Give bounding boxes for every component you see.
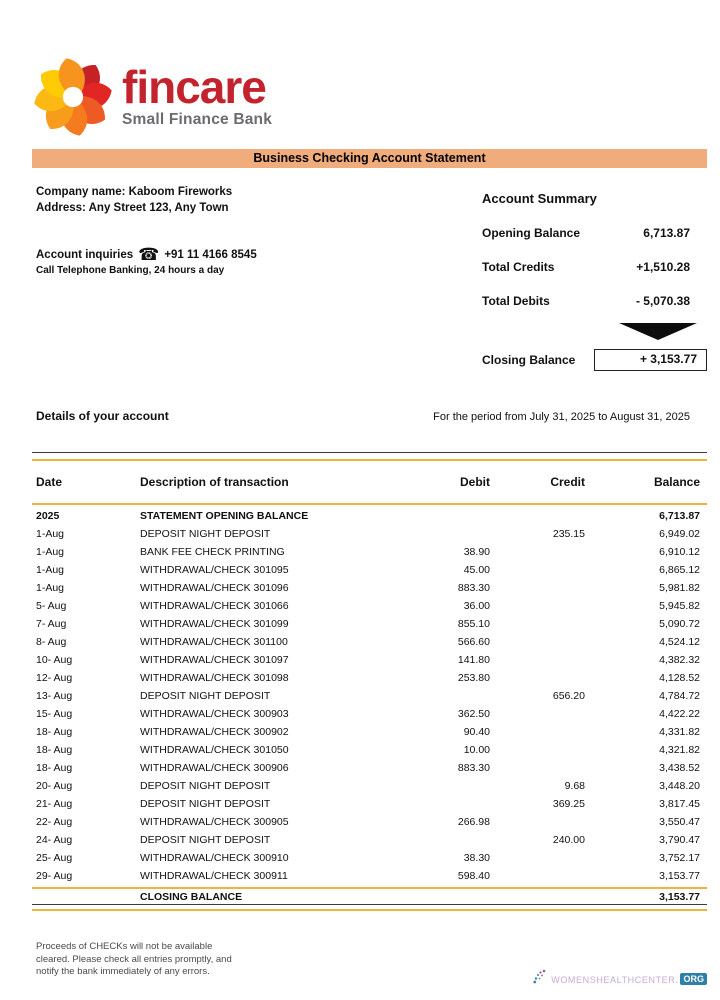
- transaction-row: [32, 705, 707, 723]
- telephone-banking-note: Call Telephone Banking, 24 hours a day: [36, 265, 225, 276]
- cell-date: 5- Aug: [36, 600, 67, 612]
- brand-name: fincare: [122, 61, 266, 113]
- cell-balance: 6,713.87: [659, 510, 700, 522]
- brand-tagline: Small Finance Bank: [122, 111, 273, 128]
- cell-balance: 4,784.72: [659, 690, 700, 702]
- cell-description: WITHDRAWAL/CHECK 301050: [140, 744, 289, 756]
- cell-credit: 235.15: [552, 528, 585, 540]
- header-date: Date: [36, 475, 63, 489]
- account-summary: [482, 191, 707, 371]
- cell-debit: 10.00: [463, 744, 490, 756]
- watermark-org-badge: ORG: [680, 973, 707, 985]
- opening-balance-row: [482, 226, 707, 240]
- transactions-body: [32, 505, 707, 887]
- transaction-row: [32, 867, 707, 885]
- cell-description: DEPOSIT NIGHT DEPOSIT: [140, 528, 271, 540]
- transaction-row: [32, 525, 707, 543]
- transaction-row: [32, 543, 707, 561]
- cell-date: 29- Aug: [36, 870, 73, 882]
- cell-balance: 3,550.47: [659, 816, 700, 828]
- cell-balance: 4,128.52: [659, 672, 700, 684]
- cell-debit: 266.98: [457, 816, 490, 828]
- closing-row-balance: 3,153.77: [659, 890, 700, 903]
- cell-date: 18- Aug: [36, 762, 73, 774]
- transaction-row: [32, 759, 707, 777]
- cell-description: DEPOSIT NIGHT DEPOSIT: [140, 834, 271, 846]
- cell-description: WITHDRAWAL/CHECK 300902: [140, 726, 289, 738]
- cell-date: 22- Aug: [36, 816, 73, 828]
- cell-date: 13- Aug: [36, 690, 73, 702]
- decrease-arrow-icon: [619, 323, 697, 340]
- transaction-row: [32, 507, 707, 525]
- cell-credit: 369.25: [552, 798, 585, 810]
- total-credits-label: Total Credits: [482, 260, 555, 274]
- footer-line-1: Proceeds of CHECKs will not be available: [36, 941, 213, 952]
- cell-description: WITHDRAWAL/CHECK 300905: [140, 816, 289, 828]
- fincare-logo-mark-icon: [34, 58, 112, 136]
- account-inquiries-label: Account inquiries: [36, 249, 134, 261]
- cell-debit: 598.40: [457, 870, 490, 882]
- footer-disclaimer: [36, 941, 232, 979]
- cell-description: WITHDRAWAL/CHECK 301095: [140, 564, 289, 576]
- statement-period: For the period from July 31, 2025 to August 31, 2025: [433, 411, 690, 423]
- transaction-row: [32, 777, 707, 795]
- fincare-logo: [34, 58, 272, 136]
- footer-line-3: notify the bank immediately of any errors.: [36, 966, 210, 977]
- table-header-row: [32, 461, 707, 503]
- cell-balance: 3,790.47: [659, 834, 700, 846]
- details-title: Details of your account: [36, 409, 169, 423]
- cell-balance: 3,153.77: [659, 870, 700, 882]
- cell-description: WITHDRAWAL/CHECK 300903: [140, 708, 289, 720]
- cell-debit: 38.30: [463, 852, 490, 864]
- cell-date: 2025: [36, 510, 60, 522]
- cell-description: STATEMENT OPENING BALANCE: [140, 510, 309, 522]
- transaction-row: [32, 849, 707, 867]
- cell-debit: 45.00: [463, 564, 490, 576]
- cell-balance: 3,752.17: [659, 852, 700, 864]
- opening-balance-value: 6,713.87: [643, 226, 690, 240]
- cell-date: 18- Aug: [36, 726, 73, 738]
- total-debits-value: - 5,070.38: [635, 294, 690, 308]
- opening-balance-label: Opening Balance: [482, 226, 581, 240]
- cell-date: 1-Aug: [36, 528, 65, 540]
- cell-date: 25- Aug: [36, 852, 73, 864]
- header-debit: Debit: [460, 475, 490, 489]
- cell-debit: 883.30: [457, 762, 490, 774]
- cell-balance: 4,331.82: [659, 726, 700, 738]
- cell-description: WITHDRAWAL/CHECK 300906: [140, 762, 289, 774]
- transaction-row: [32, 561, 707, 579]
- header-credit: Credit: [550, 475, 585, 489]
- cell-description: WITHDRAWAL/CHECK 301066: [140, 600, 289, 612]
- cell-date: 1-Aug: [36, 546, 65, 558]
- cell-debit: 90.40: [463, 726, 490, 738]
- cell-balance: 4,321.82: [659, 744, 700, 756]
- cell-credit: 240.00: [552, 834, 585, 846]
- cell-description: DEPOSIT NIGHT DEPOSIT: [140, 780, 271, 792]
- header-description: Description of transaction: [140, 475, 289, 489]
- closing-balance-label: Closing Balance: [482, 353, 576, 367]
- cell-description: BANK FEE CHECK PRINTING: [140, 546, 285, 558]
- cell-date: 24- Aug: [36, 834, 73, 846]
- cell-description: WITHDRAWAL/CHECK 300910: [140, 852, 289, 864]
- cell-debit: 253.80: [457, 672, 490, 684]
- transactions-table: [32, 452, 707, 911]
- cell-balance: 3,438.52: [659, 762, 700, 774]
- cell-debit: 141.80: [457, 654, 490, 666]
- cell-date: 10- Aug: [36, 654, 73, 666]
- phone-number: +91 11 4166 8545: [164, 249, 257, 261]
- cell-balance: 6,949.02: [659, 528, 700, 540]
- cell-debit: 362.50: [457, 708, 490, 720]
- cell-balance: 5,945.82: [659, 600, 700, 612]
- cell-date: 21- Aug: [36, 798, 73, 810]
- transaction-row: [32, 813, 707, 831]
- transaction-row: [32, 795, 707, 813]
- cell-balance: 3,817.45: [659, 798, 700, 810]
- cell-description: WITHDRAWAL/CHECK 301097: [140, 654, 289, 666]
- transaction-row: [32, 669, 707, 687]
- total-credits-value: +1,510.28: [636, 260, 690, 274]
- closing-balance-table-row: [32, 889, 707, 904]
- cell-description: DEPOSIT NIGHT DEPOSIT: [140, 690, 271, 702]
- cell-description: WITHDRAWAL/CHECK 300911: [140, 870, 288, 882]
- cell-balance: 4,524.12: [659, 636, 700, 648]
- cell-debit: 855.10: [457, 618, 490, 630]
- footer-line-2: cleared. Please check all entries promptly, and: [36, 953, 232, 965]
- cell-date: 12- Aug: [36, 672, 73, 684]
- watermark-dots-icon: [533, 969, 549, 985]
- statement-title-banner: Business Checking Account Statement: [32, 149, 707, 168]
- cell-description: WITHDRAWAL/CHECK 301098: [140, 672, 289, 684]
- cell-credit: 656.20: [552, 690, 585, 702]
- closing-balance-row: [482, 349, 707, 371]
- transaction-row: [32, 831, 707, 849]
- company-address-line: Address: Any Street 123, Any Town: [36, 202, 229, 214]
- total-debits-row: [482, 294, 707, 308]
- cell-debit: 883.30: [457, 582, 490, 594]
- cell-balance: 4,382.32: [659, 654, 700, 666]
- total-debits-label: Total Debits: [482, 294, 550, 308]
- transaction-row: [32, 723, 707, 741]
- cell-description: WITHDRAWAL/CHECK 301100: [140, 636, 288, 648]
- total-credits-row: [482, 260, 707, 274]
- cell-debit: 36.00: [463, 600, 490, 612]
- cell-date: 8- Aug: [36, 636, 67, 648]
- site-watermark: [533, 969, 707, 985]
- cell-description: WITHDRAWAL/CHECK 301096: [140, 582, 289, 594]
- cell-date: 1-Aug: [36, 582, 65, 594]
- cell-balance: 5,981.82: [659, 582, 700, 594]
- cell-date: 1-Aug: [36, 564, 65, 576]
- cell-balance: 3,448.20: [659, 780, 700, 792]
- account-summary-title: Account Summary: [482, 191, 597, 206]
- transaction-row: [32, 687, 707, 705]
- cell-debit: 566.60: [457, 636, 490, 648]
- cell-debit: 38.90: [463, 546, 490, 558]
- transaction-row: [32, 597, 707, 615]
- company-info: [36, 184, 232, 216]
- transaction-row: [32, 615, 707, 633]
- closing-balance-value: + 3,153.77: [594, 349, 707, 371]
- cell-description: WITHDRAWAL/CHECK 301099: [140, 618, 289, 630]
- transaction-row: [32, 633, 707, 651]
- cell-date: 15- Aug: [36, 708, 73, 720]
- details-header-row: [36, 409, 690, 423]
- cell-date: 18- Aug: [36, 744, 73, 756]
- cell-balance: 4,422.22: [659, 708, 700, 720]
- cell-balance: 6,910.12: [659, 546, 700, 558]
- transaction-row: [32, 741, 707, 759]
- watermark-text: WOMENSHEALTHCENTER.: [551, 975, 679, 985]
- cell-description: DEPOSIT NIGHT DEPOSIT: [140, 798, 271, 810]
- cell-date: 20- Aug: [36, 780, 73, 792]
- header-balance: Balance: [653, 475, 700, 489]
- transaction-row: [32, 579, 707, 597]
- transaction-row: [32, 651, 707, 669]
- closing-row-description: CLOSING BALANCE: [140, 890, 243, 903]
- contact-info: [36, 245, 257, 276]
- cell-credit: 9.68: [564, 780, 585, 792]
- table-bottom-gold-rule: [32, 909, 707, 911]
- cell-balance: 5,090.72: [659, 618, 700, 630]
- phone-icon: ☎: [138, 245, 160, 264]
- cell-balance: 6,865.12: [659, 564, 700, 576]
- cell-date: 7- Aug: [36, 618, 67, 630]
- company-name-line: Company name: Kaboom Fireworks: [36, 186, 233, 198]
